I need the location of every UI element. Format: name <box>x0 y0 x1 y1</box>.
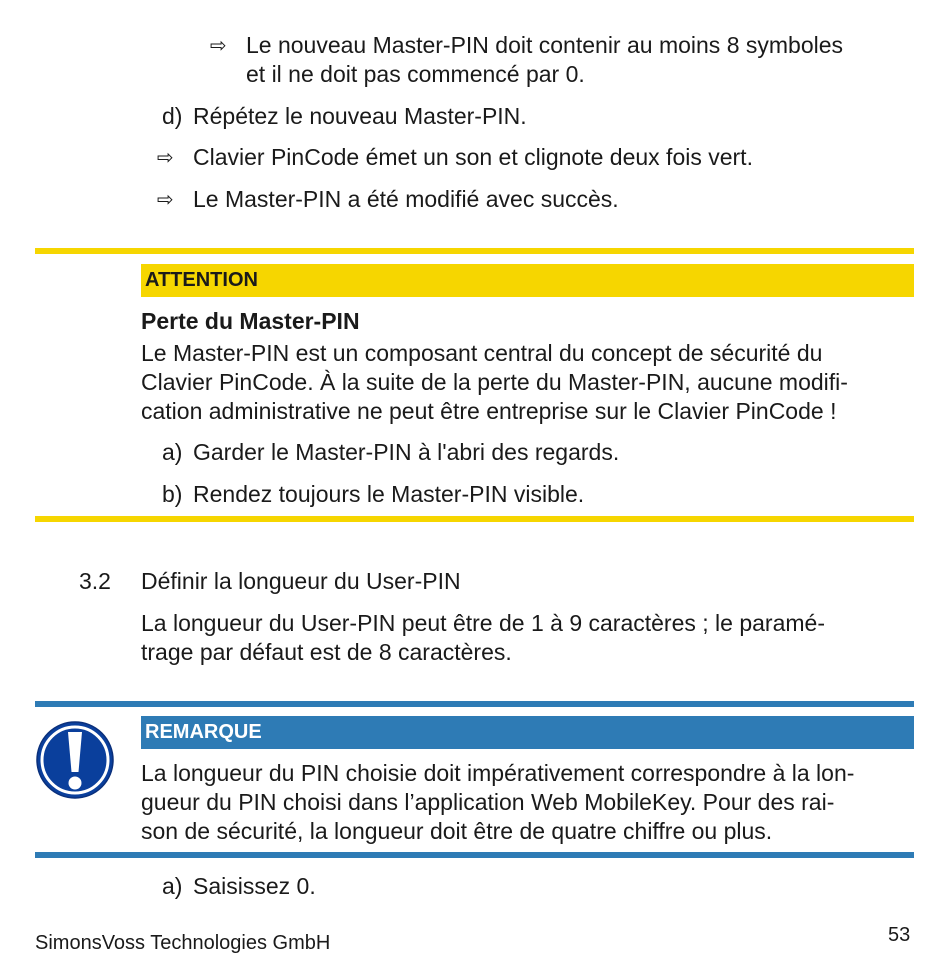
exclamation-circle-icon <box>35 720 115 800</box>
result-success-text: Le Master-PIN a été modifié avec succès. <box>193 186 619 212</box>
attention-step-b-marker: b) <box>162 481 183 507</box>
remarque-label: REMARQUE <box>141 716 914 749</box>
attention-body-line-1: Le Master-PIN est un composant central du concept de sécurité du <box>141 340 823 366</box>
result-pin-rule-line1: Le nouveau Master-PIN doit contenir au moins 8 symboles <box>246 32 844 58</box>
remarque-body-line-2: gueur du PIN choisi dans l’application Web MobileKey. Pour des rai- <box>141 789 835 815</box>
attention-bottom-bar <box>35 516 914 522</box>
section-number: 3.2 <box>79 568 111 594</box>
attention-title: Perte du Master-PIN <box>141 308 360 334</box>
attention-top-bar <box>35 248 914 254</box>
result-arrow-icon: ⇨ <box>157 147 174 169</box>
result-arrow-icon: ⇨ <box>210 35 227 57</box>
result-arrow-icon: ⇨ <box>157 189 174 211</box>
result-beep-text: Clavier PinCode émet un son et clignote deux fois vert. <box>193 144 753 170</box>
footer-company: SimonsVoss Technologies GmbH <box>35 932 331 954</box>
step-d-marker: d) <box>162 103 183 129</box>
result-pin-rule-line2: et il ne doit pas commencé par 0. <box>246 61 585 87</box>
remarque-bottom-bar <box>35 852 914 858</box>
section-body-line-1: La longueur du User-PIN peut être de 1 à 9 caractères ; le paramé- <box>141 610 825 636</box>
bottom-step-marker: a) <box>162 873 183 899</box>
remarque-body-line-1: La longueur du PIN choisie doit impérativement correspondre à la lon- <box>141 760 855 786</box>
page-number: 53 <box>888 924 911 946</box>
section-body-line-2: trage par défaut est de 8 caractères. <box>141 639 512 665</box>
attention-step-a-text: Garder le Master-PIN à l'abri des regards. <box>193 439 620 465</box>
attention-step-a-marker: a) <box>162 439 183 465</box>
section-title: Définir la longueur du User-PIN <box>141 568 461 594</box>
attention-body-line-3: cation administrative ne peut être entreprise sur le Clavier PinCode ! <box>141 398 837 424</box>
remarque-body-line-3: son de sécurité, la longueur doit être de quatre chiffre ou plus. <box>141 818 773 844</box>
attention-step-b-text: Rendez toujours le Master-PIN visible. <box>193 481 585 507</box>
attention-label: ATTENTION <box>141 264 914 297</box>
bottom-step-text: Saisissez 0. <box>193 873 316 899</box>
attention-body-line-2: Clavier PinCode. À la suite de la perte du Master-PIN, aucune modifi- <box>141 369 848 395</box>
remarque-top-bar <box>35 701 914 707</box>
step-d-text: Répétez le nouveau Master-PIN. <box>193 103 527 129</box>
